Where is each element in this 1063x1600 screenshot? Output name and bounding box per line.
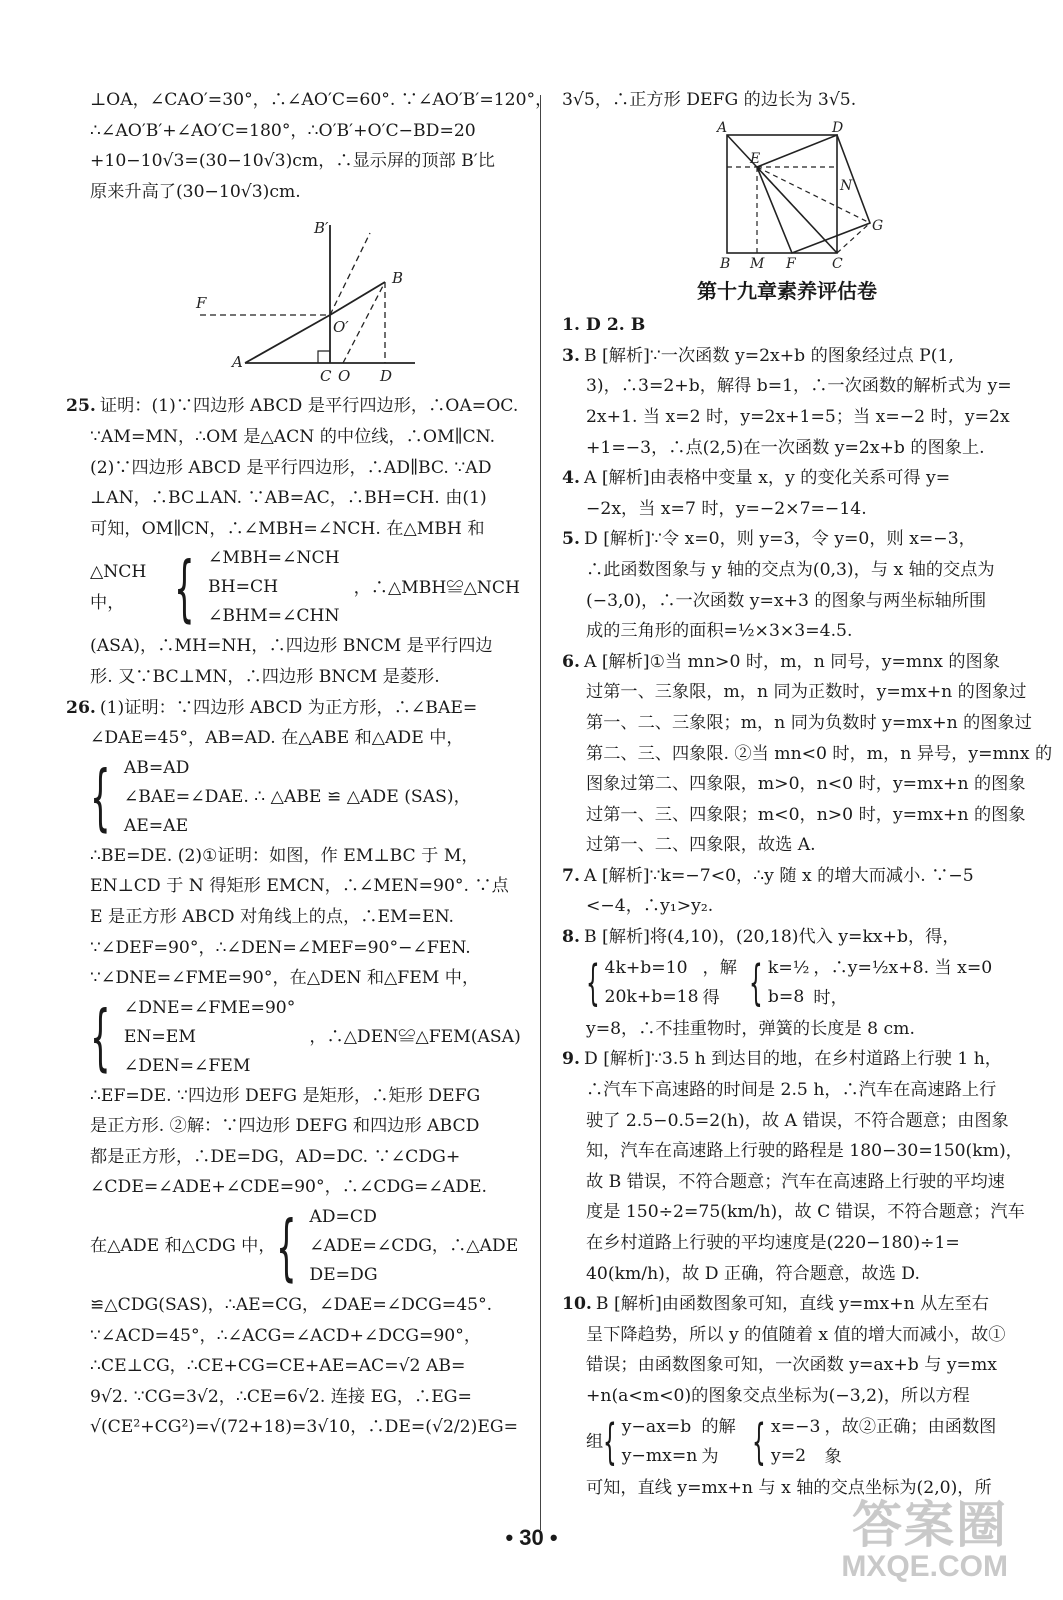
text-line: +n(a<m<0)的图象交点坐标为(−3,2)，所以方程: [586, 1385, 970, 1406]
equation-system: [90, 1203, 520, 1290]
system-line: k=½: [767, 958, 810, 979]
text-line: ⊥OA，∠CAO′=30°，∴∠AO′C=60°. ∵∠AO′B′=120°，: [90, 90, 553, 110]
system-lines: [768, 954, 809, 1012]
system-line: 20k+b=18: [604, 987, 699, 1008]
brace-icon: {: [586, 955, 600, 1012]
label-e: E: [750, 150, 761, 167]
text-line: E 是正方形 ABCD 对角线上的点，∴EM=EN.: [90, 906, 454, 927]
system-line: ∠ADE=∠CDG，∴△ADE: [309, 1236, 519, 1257]
text-line: ⊥AN，∴BC⊥AN. ∵AB=AC，∴BH=CH. 由(1): [90, 488, 487, 509]
system-mid: ，解得: [702, 957, 737, 1009]
text-line: ∵AM=MN，∴OM 是△ACN 的中位线，∴OM∥CN.: [90, 426, 496, 447]
text-line: (1)证明：∵四边形 ABCD 为正方形，∴∠BAE=: [99, 697, 478, 718]
column-divider: [540, 95, 541, 1530]
label-n: N: [840, 177, 853, 194]
text-line: 都是正方形，∴DE=DG，AD=DC. ∵∠CDG+: [90, 1146, 461, 1167]
right-column: [562, 85, 1053, 1503]
text-line: B [解析]由函数图象可知，直线 y=mx+n 从左至右: [595, 1294, 989, 1315]
text-line: 过第一、三、四象限；m<0，n>0 时，y=mx+n 的图象: [586, 804, 1026, 825]
text-line: 形. 又∵BC⊥MN，∴四边形 BNCM 是菱形.: [90, 666, 440, 687]
text-line: 过第一、三象限，m，n 同为正数时，y=mx+n 的图象过: [586, 682, 1027, 703]
text-line: −2x，当 x=7 时，y=−2×7=−14.: [586, 498, 867, 519]
text-line: ∵∠ACD=45°，∴∠ACG=∠ACD+∠DCG=90°，: [90, 1325, 482, 1346]
label-f: F: [786, 255, 796, 272]
equation-system: [562, 1412, 1012, 1473]
text-line: D [解析]∵令 x=0，则 y=3，令 y=0，则 x=−3，: [583, 529, 976, 550]
text-line: ∠DAE=45°，AB=AD. 在△ABE 和△ADE 中，: [90, 728, 464, 749]
text-line: 40(km/h)，故 D 正确，符合题意，故选 D.: [586, 1263, 920, 1284]
system-line: 4k+b=10: [604, 958, 688, 979]
question-number: 26.: [66, 697, 96, 718]
left-column: [66, 85, 553, 1443]
answer-line: 1. D 2. B: [562, 315, 646, 336]
system-line: y−mx=n: [621, 1446, 698, 1467]
text-line: 度是 150÷2=75(km/h)，故 C 错误，不符合题意；汽车: [586, 1202, 1025, 1223]
text-line: EN⊥CD 于 N 得矩形 EMCN，∴∠MEN=90°. ∵点: [90, 876, 509, 897]
text-line: 可知，直线 y=mx+n 与 x 轴的交点坐标为(2,0)，所: [586, 1477, 992, 1498]
question-7-line: [562, 861, 1012, 892]
system-line: EN=EM: [123, 1026, 196, 1047]
system-line: ∠DEN=∠FEM: [123, 1055, 251, 1076]
system-prefix: 组: [586, 1431, 604, 1452]
question-number: 8.: [562, 927, 580, 948]
label-b: B: [720, 255, 731, 272]
brace-icon: {: [90, 755, 111, 840]
system-lines: [622, 1413, 698, 1471]
label-o: O: [338, 367, 351, 386]
brace-icon: {: [90, 995, 111, 1080]
equation-system: [90, 994, 520, 1081]
question-number: 3.: [562, 345, 580, 366]
text-line: D [解析]∵3.5 h 到达目的地，在乡村道路上行驶 1 h，: [583, 1049, 1002, 1070]
question-number: 4.: [562, 468, 580, 489]
brace-icon: {: [603, 1414, 617, 1471]
text-line: 成的三角形的面积=½×3×3=4.5.: [586, 621, 853, 642]
question-number: 5.: [562, 529, 580, 550]
text-line: ∴此函数图象与 y 轴的交点为(0,3)，与 x 轴的交点为: [586, 559, 995, 580]
text-line: (2)∵四边形 ABCD 是平行四边形，∴AD∥BC. ∵AD: [90, 457, 492, 478]
text-line: ∴CE⊥CG，∴CE+CG=CE+AE=AC=√2 AB=: [90, 1356, 466, 1377]
system-prefix: △NCH 中，: [90, 562, 147, 613]
geometry-figure-monitor: [190, 215, 420, 385]
geometry-figure-square: [712, 120, 882, 270]
question-9-line: [562, 1044, 1012, 1075]
label-d: D: [380, 367, 393, 386]
section-title: 第十九章素养评估卷: [697, 278, 877, 303]
text-line: 证明：(1)∵四边形 ABCD 是平行四边形，∴OA=OC.: [99, 396, 519, 417]
label-c: C: [320, 367, 332, 386]
text-line: (−3,0)，∴一次函数 y=x+3 的图象与两坐标轴所围: [586, 590, 987, 611]
system-line: AD=CD: [309, 1207, 377, 1228]
system-lines: [309, 1203, 518, 1290]
label-g: G: [872, 217, 884, 234]
system-lines: [771, 1413, 820, 1471]
text-line: 是正方形. ②解：∵四边形 DEFG 和四边形 ABCD: [90, 1116, 480, 1137]
equation-system: [90, 544, 520, 631]
question-number: 25.: [66, 396, 96, 417]
text-line: 第一、二、三象限；m，n 同为负数时 y=mx+n 的图象过: [586, 712, 1032, 733]
system-line: b=8: [767, 987, 805, 1008]
text-line: B [解析]将(4,10)，(20,18)代入 y=kx+b，得，: [583, 927, 960, 948]
text-line: 在乡村道路上行驶的平均速度是(220−180)÷1=: [586, 1233, 960, 1253]
system-lines: [605, 954, 699, 1012]
text-line: 呈下降趋势，所以 y 的值随着 x 值的增大而减小，故①: [586, 1324, 1006, 1345]
system-suffix: ，∴△DEN≌△FEM(ASA): [309, 1026, 521, 1047]
system-lines: [124, 994, 296, 1081]
system-line: ∠BHM=∠CHN: [207, 606, 340, 627]
label-b: B: [392, 269, 404, 288]
text-line: ∴BE=DE. (2)①证明：如图，作 EM⊥BC 于 M，: [90, 845, 479, 866]
text-line: ∴∠AO′B′+∠AO′C=180°，∴O′B′+O′C−BD=20: [90, 120, 476, 141]
text-line: ∵∠DEF=90°，∴∠DEN=∠MEF=90°−∠FEN.: [90, 937, 471, 958]
text-line: 3√5，∴正方形 DEFG 的边长为 3√5.: [562, 90, 857, 110]
question-25-line: [66, 391, 520, 422]
watermark-logo-text: 答案圈: [852, 1497, 1008, 1553]
question-number: 10.: [562, 1294, 592, 1315]
system-suffix: ，∴y=½x+8. 当 x=0 时，: [813, 957, 993, 1009]
system-prefix: 在△ADE 和△CDG 中，: [90, 1236, 276, 1257]
label-f: F: [196, 294, 207, 313]
text-line: ∠CDE=∠ADE+∠CDE=90°，∴∠CDG=∠ADE.: [90, 1177, 488, 1198]
system-line: AB=AD: [123, 757, 190, 778]
brace-icon: {: [275, 1204, 297, 1289]
question-26-line: [66, 693, 520, 724]
text-line: A [解析]由表格中变量 x，y 的变化关系可得 y=: [583, 468, 951, 489]
system-suffix: ，∴△MBH≌△NCH: [353, 577, 520, 598]
question-8-line: [562, 922, 1012, 953]
text-line: ∵∠DNE=∠FME=90°，在△DEN 和△FEM 中，: [90, 968, 480, 989]
label-a: A: [717, 119, 728, 136]
system-lines: [208, 544, 340, 631]
system-line: BH=CH: [207, 577, 279, 598]
label-m: M: [750, 255, 765, 272]
system-line: y−ax=b: [621, 1417, 692, 1438]
brace-icon: {: [174, 545, 195, 630]
text-line: A [解析]①当 mn>0 时，m，n 同号，y=mnx 的图象: [583, 651, 1000, 672]
question-6-line: [562, 647, 1012, 678]
question-3-line: [562, 341, 1012, 372]
text-line: +1=−3，∴点(2,5)在一次函数 y=2x+b 的图象上.: [586, 437, 985, 458]
watermark-url: MXQE.COM: [841, 1550, 1008, 1583]
system-line: DE=DG: [309, 1265, 378, 1286]
equation-system: [562, 953, 1012, 1014]
label-b-prime: B′: [314, 219, 329, 238]
text-line: 原来升高了(30−10√3)cm.: [90, 181, 301, 202]
system-line: ∠BAE=∠DAE. ∴ △ABE ≌ △ADE (SAS)，: [123, 786, 471, 807]
system-line: ∠MBH=∠NCH: [207, 548, 340, 569]
text-line: 过第一、二、四象限，故选 A.: [586, 835, 816, 856]
question-10-line: [562, 1289, 1012, 1320]
text-line: 第二、三、四象限. ②当 mn<0 时，m，n 异号，y=mnx 的: [586, 743, 1053, 764]
text-line: ∴汽车下高速路的时间是 2.5 h，∴汽车在高速路上行: [586, 1080, 997, 1101]
text-line: 3)，∴3=2+b，解得 b=1，∴一次函数的解析式为 y=: [586, 376, 1012, 397]
text-line: y=8，∴不挂重物时，弹簧的长度是 8 cm.: [586, 1018, 915, 1039]
system-mid: 的解为: [701, 1416, 736, 1468]
system-line: x=−3: [771, 1417, 821, 1438]
system-suffix: ，故②正确；由函数图象: [824, 1416, 997, 1468]
system-line: ∠DNE=∠FME=90°: [123, 997, 296, 1018]
equation-system: [90, 754, 520, 841]
text-line: 可知，OM∥CN，∴∠MBH=∠NCH. 在△MBH 和: [90, 518, 485, 539]
label-o-prime: O′: [333, 318, 349, 337]
text-line: <−4，∴y₁>y₂.: [586, 896, 714, 917]
label-d: D: [832, 119, 844, 136]
watermark: [841, 1498, 1008, 1582]
system-line: AE=AE: [123, 815, 189, 836]
question-number: 7.: [562, 865, 580, 886]
text-line: 图象过第二、四象限，m>0，n<0 时，y=mx+n 的图象: [586, 774, 1026, 795]
text-line: 知，汽车在高速路上行驶的路程是 180−30=150(km)，: [586, 1141, 1023, 1162]
text-line: A [解析]∵k=−7<0，∴y 随 x 的增大而减小. ∵−5: [583, 865, 974, 886]
question-number: 9.: [562, 1049, 580, 1070]
brace-icon: {: [749, 955, 764, 1012]
brace-icon: {: [752, 1414, 767, 1471]
text-line: ∴EF=DE. ∵四边形 DEFG 是矩形，∴矩形 DEFG: [90, 1085, 481, 1106]
label-c: C: [832, 255, 843, 272]
text-line: 故 B 错误，不符合题意；汽车在高速路上行驶的平均速: [586, 1171, 1005, 1192]
text-line: ≌△CDG(SAS)，∴AE=CG，∠DAE=∠DCG=45°.: [90, 1295, 493, 1316]
question-number: 6.: [562, 651, 580, 672]
system-lines: [124, 754, 471, 841]
text-line: (ASA)，∴MH=NH，∴四边形 BNCM 是平行四边: [90, 636, 493, 657]
system-line: y=2: [771, 1446, 807, 1467]
label-a: A: [232, 353, 243, 372]
text-line: √(CE²+CG²)=√(72+18)=3√10，∴DE=(√2/2)EG=: [90, 1417, 518, 1438]
text-line: 驶了 2.5−0.5=2(h)，故 A 错误，不符合题意；由图象: [586, 1110, 1009, 1131]
text-line: 2x+1. 当 x=2 时，y=2x+1=5；当 x=−2 时，y=2x: [586, 406, 1010, 427]
text-line: 错误；由函数图象可知，一次函数 y=ax+b 与 y=mx: [586, 1355, 997, 1376]
text-line: 9√2. ∵CG=3√2，∴CE=6√2. 连接 EG，∴EG=: [90, 1386, 472, 1407]
page-number: • 30 •: [505, 1525, 558, 1550]
question-4-line: [562, 463, 1012, 494]
text-line: B [解析]∵一次函数 y=2x+b 的图象经过点 P(1,: [583, 345, 954, 366]
text-line: +10−10√3=(30−10√3)cm，∴显示屏的顶部 B′比: [90, 151, 495, 172]
question-5-line: [562, 524, 1012, 555]
